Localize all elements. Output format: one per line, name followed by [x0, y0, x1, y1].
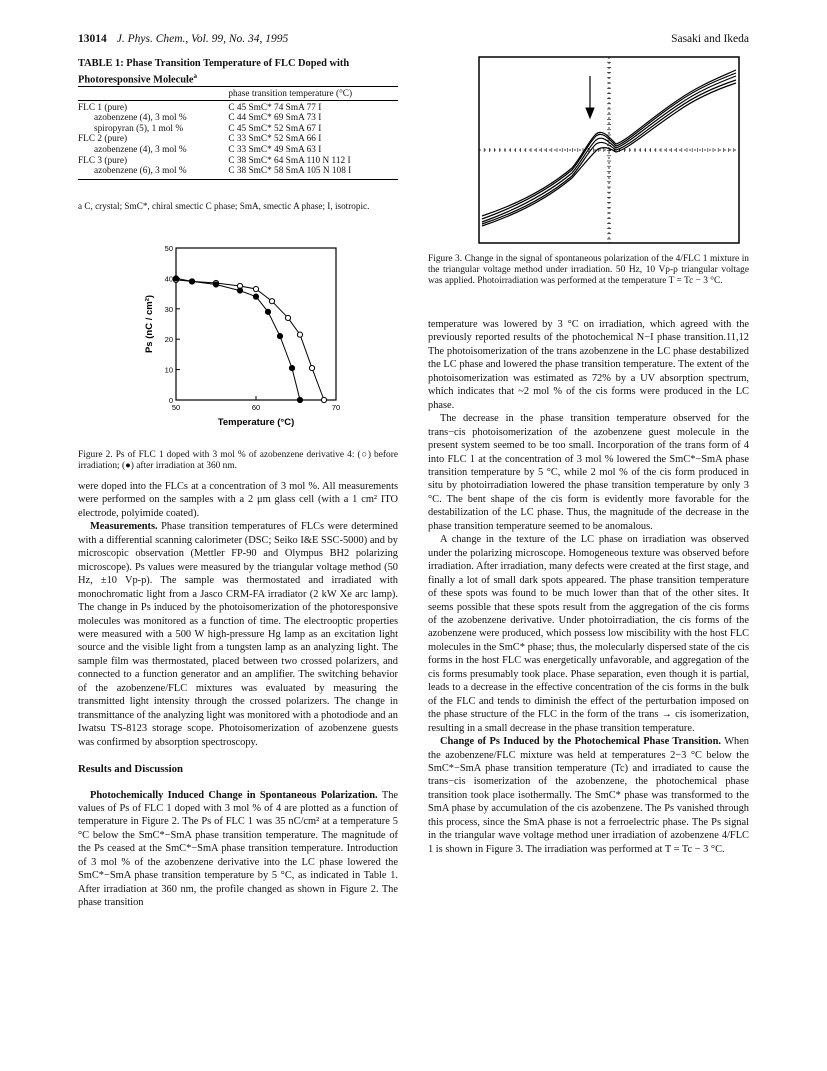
run-in-heading: Measurements.: [90, 521, 158, 533]
run-in-heading: Photochemically Induced Change in Spontaneous Polarization.: [90, 789, 378, 801]
phase-transition-table: [78, 86, 398, 180]
right-column: [428, 318, 749, 856]
data-point-open: [321, 397, 326, 402]
y-tick-label: 40: [164, 274, 173, 284]
data-point-filled: [213, 282, 218, 287]
data-point-open: [285, 315, 290, 320]
data-point-open: [253, 286, 258, 291]
table-row-label: FLC 2 (pure): [78, 134, 128, 145]
paragraph: A change in the texture of the LC phase on irradiation was observed under the polarizing microscope. Homogeneous texture was observed before irradiation. After irradiation, many defects were created at the first stage, and finally a lot of small dark spots appeared. The phase transition temperature of these spots was found to be much lower than that of the other sites. It seems possible that these spots result from the aggregation of the cis forms of the azobenzene derivative. Under photoirradiation, the cis forms of the azobenzene were produced, which possess low miscibility with the host FLC molecules in the SmC* phase; thus, the molecularly dispersed state of the cis forms in the host FLC was energetically unfavorable, and aggregation of the cis forms presumably took place. Phase separation, even though it is partial, leads to a decrease in the effective concentration of the cis forms in the bulk of the FLC and tends to diminish the effect of the perturbation imposed on the phase structure of the FLC in the form of the trans → cis isomerization, resulting in a small decrease in the phase transition temperature.: [428, 534, 749, 734]
run-in-heading: Change of Ps Induced by the Photochemical Phase Transition.: [440, 736, 721, 748]
table-row-label: azobenzene (4), 3 mol %: [94, 144, 187, 155]
irradiation-arrow: [586, 76, 594, 118]
running-header: [78, 33, 288, 45]
section-heading: Results and Discussion: [78, 763, 184, 776]
x-tick-label: 50: [171, 403, 181, 412]
table-row-value: C 33 SmC* 52 SmA 66 I: [228, 134, 322, 145]
table-row-label: azobenzene (6), 3 mol %: [94, 166, 187, 177]
figure-2-caption: Figure 2. Ps of FLC 1 doped with 3 mol % of azobenzene derivative 4: (○) before irradiation; (●) after irradiation at 360 nm.: [78, 450, 398, 472]
paragraph: were doped into the FLCs at a concentration of 3 mol %. All measurements were performed on the samples with a 2 μm glass cell (with a 1 cm² ITO electrode, polyimide coated).: [78, 481, 398, 519]
table-row-value: C 33 SmC* 49 SmA 63 I: [228, 144, 322, 155]
y-tick-label: 10: [164, 365, 173, 375]
ps-change-paragraph: [428, 735, 749, 856]
table-row-value: C 38 SmC* 58 SmA 105 N 108 I: [228, 166, 352, 177]
y-tick-label: 0: [168, 396, 173, 405]
paragraph: temperature was lowered by 3 °C on irradiation, which agreed with the previously reported results of the photochemical N−I phase transition.11,12 The photoisomerization of the trans azobenzene in the LC phase destabilized the LC phase and lowered the phase transition temperature. The extent of the photoisomerization was estimated as 72% by a UV absorption spectrum, which indicates that ~2 mol % of the cis forms were produced in the LC phase.: [428, 319, 749, 411]
data-point-filled: [297, 397, 302, 402]
left-column: [78, 480, 398, 910]
data-point-filled: [277, 334, 282, 339]
table-row-value: C 45 SmC* 52 SmA 67 I: [228, 123, 322, 134]
figure-2-chart: [78, 238, 398, 448]
data-point-filled: [189, 279, 194, 284]
paragraph-text: Phase transition temperatures of FLCs were determined with a differential scanning calorimeter (DSC; Seiko I&E SSC-5000) and by microscopic observation (Mettler FP-90 and Olympus BH2 polarizing microscope). Ps values were measured by the triangular voltage method (50 Hz, ±10 Vp-p). The sample was thermostated and irradiated with monochromatic light from a Jasco CRM-FA irradiator (2 kW Xe arc lamp). The change in Ps induced by the photoisomerization of the photoresponsive molecules was monitored as a function of time. The electrooptic properties were measured with a 500 W high-pressure Hg lamp as an excitation light source and the visible light from a tungsten lamp as an analyzing light. The sample film was thermostated, placed between two crossed polarizers, and connected to a function generator and an amplifier. The switching behavior of the azobenzene/FLC mixtures was evaluated by measuring the transmitted light intensity through the crossed polarizers. The change in transmittance of the analyzing light was monitored with a photodiode and an Iwatsu TS-8123 storage scope. Photoisomerization of azobenzene guests was confirmed by absorption spectroscopy.: [78, 521, 398, 748]
table-row-label: FLC 3 (pure): [78, 155, 128, 166]
data-point-open: [269, 299, 274, 304]
table-row-value: C 44 SmC* 69 SmA 73 I: [228, 113, 322, 124]
figure-3-caption: Figure 3. Change in the signal of spontaneous polarization of the 4/FLC 1 mixture in the triangular voltage method under irradiation. 50 Hz, 10 Vp-p triangular voltage was applied. Photoirradiation was performed at the temperature T = Tc − 3 °C.: [428, 254, 749, 287]
measurements-paragraph: [78, 520, 398, 749]
data-point-filled: [237, 288, 242, 293]
table-caption-text: TABLE 1: Phase Transition Temperature of FLC Doped with Photoresponsive Molecule: [78, 58, 350, 86]
table-caption-footnote-mark: a: [193, 72, 198, 80]
data-point-filled: [253, 294, 258, 299]
data-point-open: [297, 332, 302, 337]
data-point-filled: [289, 365, 294, 370]
table-caption: [78, 58, 398, 86]
paragraph-text: When the azobenzene/FLC mixture was held at temperatures 2−3 °C below the SmC*−SmA phase transition temperature (Tc) and irradiated to cause the trans−cis isomerization of the azobenzene, the photochemical phase transition took place isothermally. The SmC* phase was transformed to the SmA phase by accumulation of the cis azobenzene. The Ps vanished through this process, since the SmA phase is not a ferroelectric phase. The Ps signal in the triangular wave voltage method uner irradiation of azobenzene 4/FLC 1 is shown in Figure 3. The irradiation was performed at T = Tc − 3 °C.: [428, 736, 749, 855]
table-footnote: a C, crystal; SmC*, chiral smectic C phase; SmA, smectic A phase; I, isotropic.: [78, 201, 370, 211]
table-row-label: FLC 1 (pure): [78, 100, 226, 113]
y-tick-label: 20: [164, 335, 173, 345]
table-row-value: C 38 SmC* 64 SmA 110 N 112 I: [228, 155, 351, 166]
page-number: 13014: [78, 33, 107, 45]
series-line: [176, 280, 324, 400]
x-axis-label: Temperature (°C): [217, 417, 295, 428]
y-axis-label: Ps (nC / cm²): [144, 294, 155, 354]
header-authors: Sasaki and Ikeda: [671, 33, 749, 45]
figure-3-oscilloscope: [478, 56, 740, 244]
y-tick-label: 50: [164, 244, 173, 253]
table-row-label: azobenzene (4), 3 mol %: [94, 113, 187, 124]
table-row-label: spiropyran (5), 1 mol %: [94, 123, 184, 134]
y-tick-label: 30: [164, 304, 173, 314]
table-column-header: phase transition temperature (°C): [226, 87, 398, 101]
paragraph: The decrease in the phase transition temperature observed for the trans−cis photoisomerization of the azobenzene guest molecule in the present system seemed to be too small. Incorporation of the trans form of 4 into FLC 1 at the concentration of 3 mol % lowered the SmC*−SmA phase transition temperature by 5 °C, while 2 mol % of the cis form produced in situ by photoirradiation lowered the phase transition temperature by only 3 °C. The bent shape of the cis form is evidently more favorable for the destabilization of the LC phase. Thus, the magnitude of the decrease in the phase transition temperature seemed to be anomalous.: [428, 413, 749, 532]
scope-trace: [482, 83, 736, 226]
table-row-value: C 45 SmC* 74 SmA 77 I: [226, 100, 398, 113]
x-tick-label: 70: [331, 403, 341, 412]
data-point-filled: [265, 309, 270, 314]
data-point-filled: [173, 276, 178, 281]
plot-frame: [176, 248, 336, 400]
photochemical-paragraph: [78, 789, 398, 910]
data-point-open: [309, 365, 314, 370]
paragraph-text: The values of Ps of FLC 1 doped with 3 mol % of 4 are plotted as a function of temperature in Figure 2. The Ps of FLC 1 was 35 nC/cm² at a temperature 5 °C below the SmC*−SmA phase transition temperature. The magnitude of the Ps ceased at the SmC*−SmA phase transition temperature. Introduction of 3 mol % of the azobenzene derivative into the LC phase lowered the SmC*−SmA phase transition temperature by 5 °C, as indicated in Table 1. After irradiation at 360 nm, the profile changed as shown in Figure 2. The phase transition: [78, 789, 399, 909]
series-line: [176, 278, 300, 400]
x-tick-label: 60: [251, 403, 261, 412]
journal-citation: J. Phys. Chem., Vol. 99, No. 34, 1995: [116, 33, 289, 45]
